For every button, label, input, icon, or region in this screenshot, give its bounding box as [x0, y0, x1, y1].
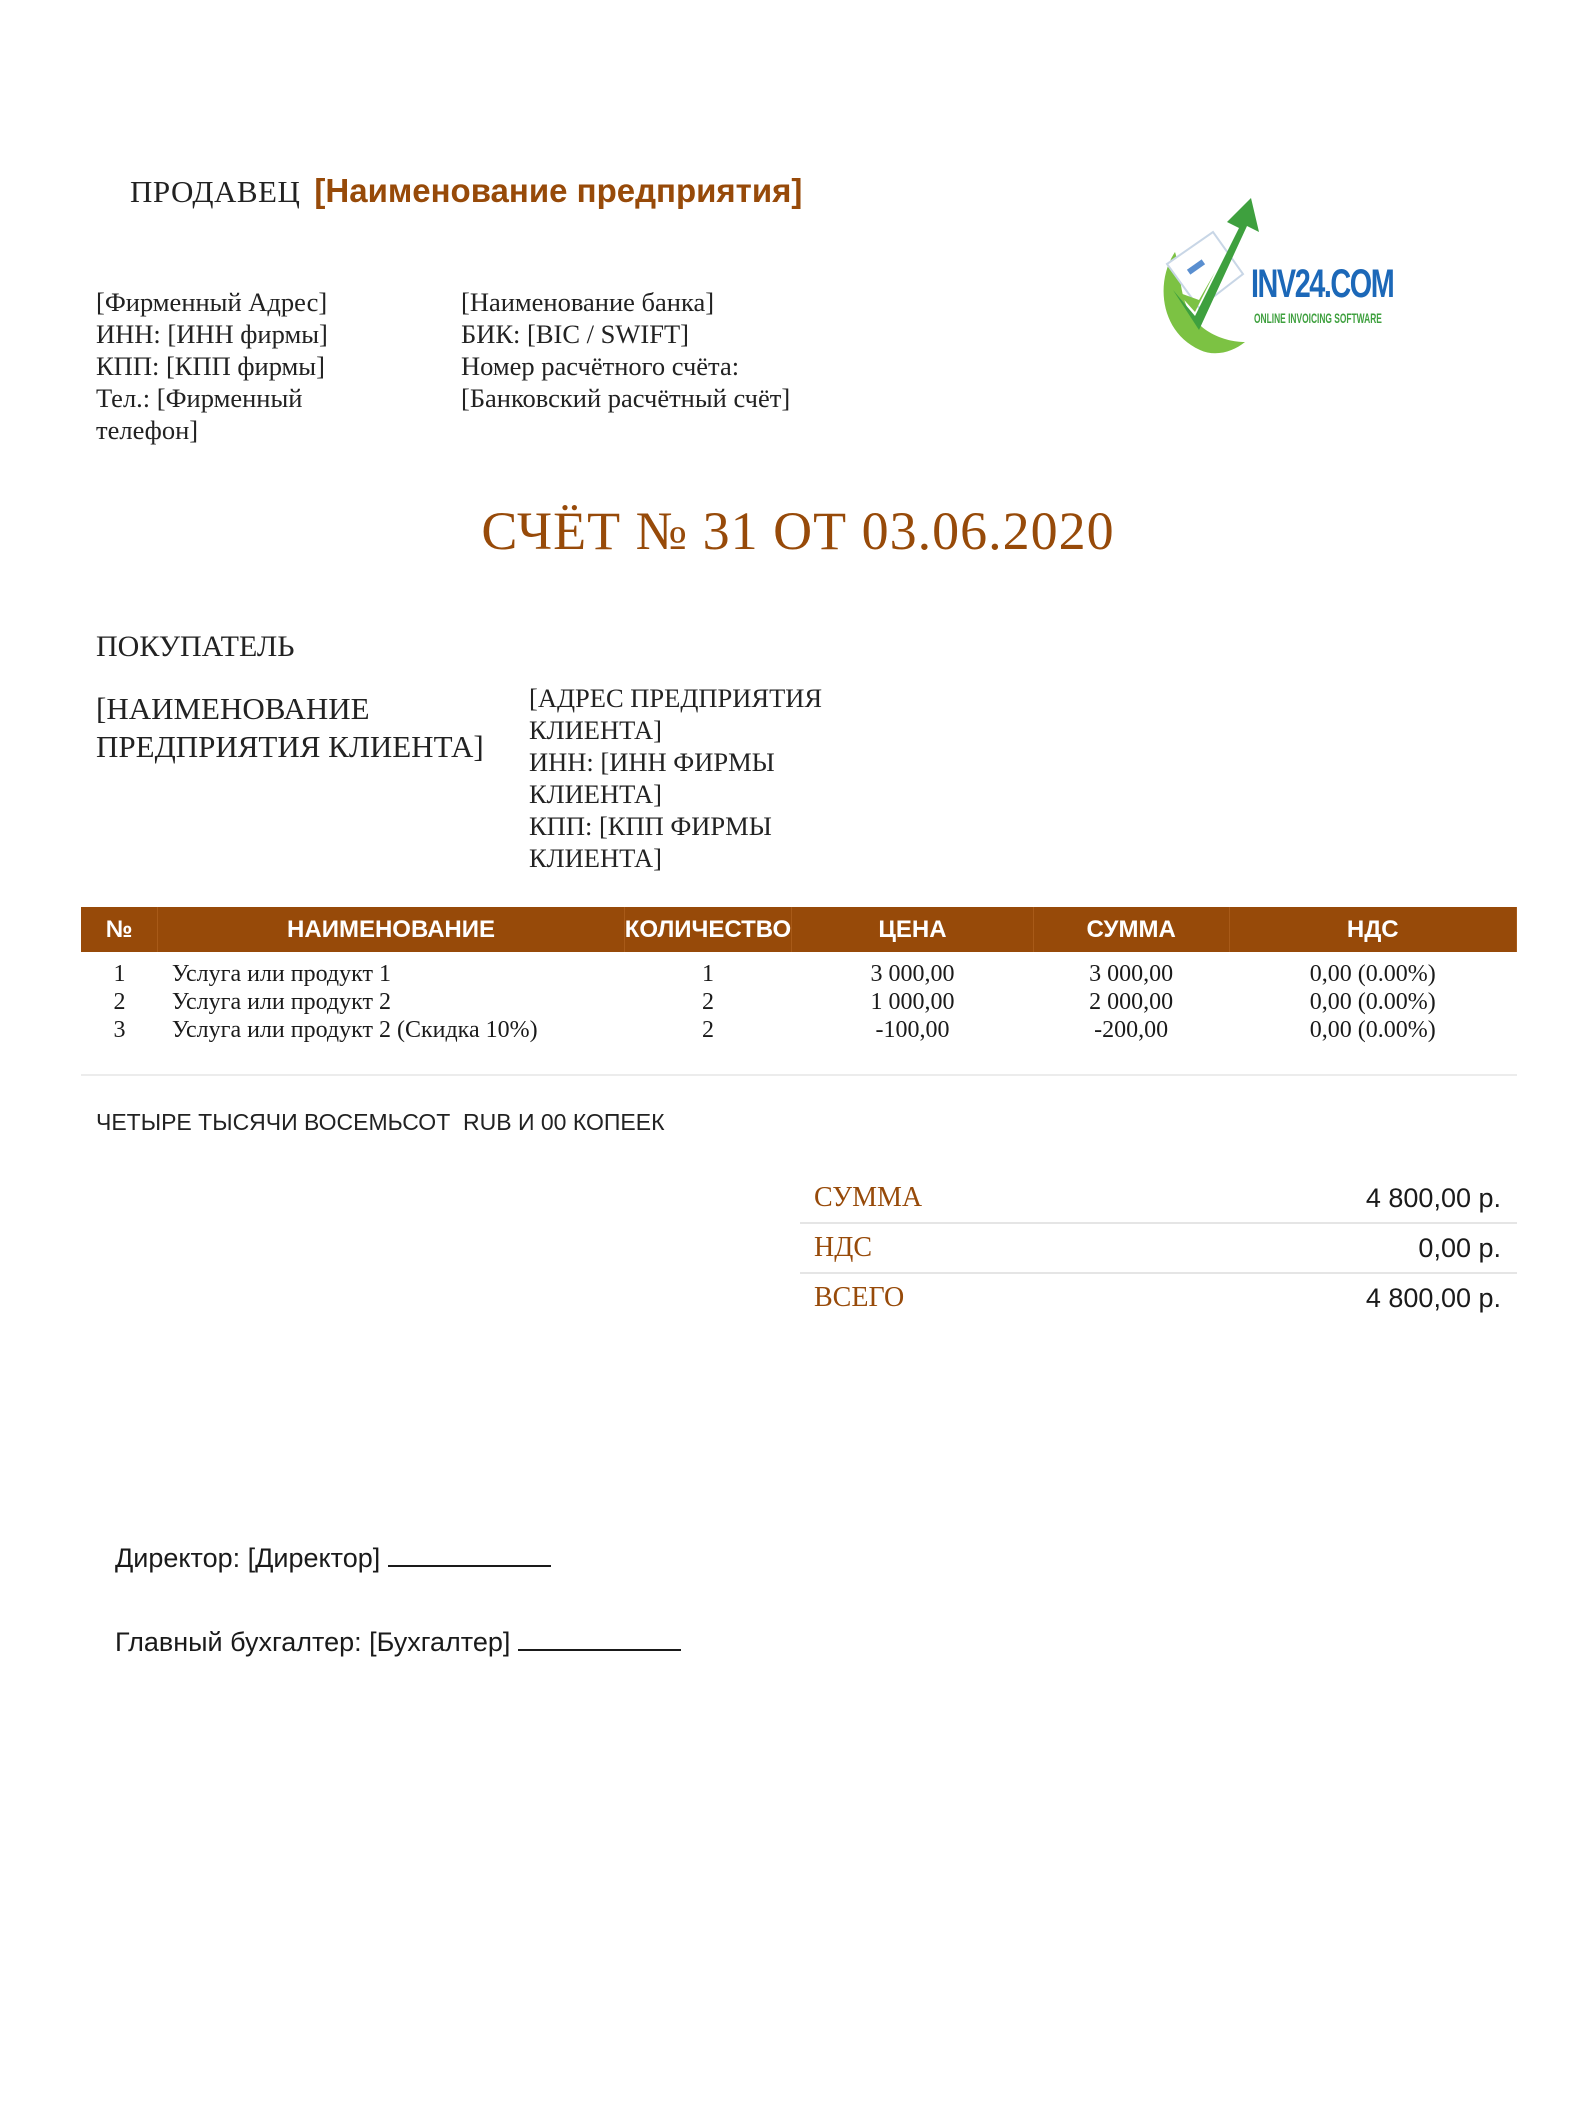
seller-header — [130, 172, 802, 210]
column-header-sum: СУММА — [1033, 907, 1229, 952]
row-vat: 0,00 (0.00%) — [1309, 961, 1436, 987]
row-name: Услуга или продукт 2 — [171, 989, 391, 1015]
totals-row-vat — [800, 1224, 1517, 1274]
logo-check-icon — [1155, 192, 1265, 362]
row-quantity: 2 — [701, 1017, 714, 1043]
table-row — [81, 952, 1517, 988]
column-header-quantity: КОЛИЧЕСТВО — [624, 907, 791, 952]
items-table — [81, 907, 1517, 1076]
table-row — [81, 988, 1517, 1016]
sum-label: СУММА — [814, 1182, 923, 1213]
row-price: 3 000,00 — [870, 961, 955, 987]
seller-name: [Наименование предприятия] — [314, 172, 803, 209]
seller-label: ПРОДАВЕЦ — [130, 174, 301, 209]
totals-block — [800, 1174, 1517, 1322]
row-sum: -200,00 — [1094, 1017, 1169, 1043]
row-quantity: 2 — [701, 989, 714, 1015]
director-label: Директор: [Директор] — [115, 1543, 381, 1573]
accountant-signature — [115, 1627, 681, 1658]
row-vat: 0,00 (0.00%) — [1309, 1017, 1436, 1043]
column-header-number: № — [81, 907, 158, 952]
column-header-vat: НДС — [1229, 907, 1516, 952]
director-signature — [115, 1543, 551, 1574]
row-name: Услуга или продукт 2 (Скидка 10%) — [171, 1017, 538, 1043]
total-value: 4 800,00 р. — [1365, 1282, 1501, 1313]
seller-company-details: [Фирменный Адрес] ИНН: [ИНН фирмы] КПП: [КПП фирмы] Тел.: [Фирменный телефон] — [96, 287, 328, 445]
column-header-name: НАИМЕНОВАНИЕ — [158, 907, 624, 952]
row-vat: 0,00 (0.00%) — [1309, 989, 1436, 1015]
row-price: 1 000,00 — [870, 989, 955, 1015]
row-name: Услуга или продукт 1 — [171, 961, 391, 987]
row-number: 2 — [113, 989, 126, 1015]
totals-row-total — [800, 1274, 1517, 1322]
buyer-label: ПОКУПАТЕЛЬ — [96, 630, 295, 663]
sum-value: 4 800,00 р. — [1365, 1182, 1501, 1213]
row-quantity: 1 — [701, 961, 714, 987]
logo-wordmark: INV24.COM — [1251, 262, 1394, 306]
column-header-price: ЦЕНА — [792, 907, 1034, 952]
company-logo — [1155, 192, 1394, 362]
row-sum: 2 000,00 — [1089, 989, 1174, 1015]
total-label: ВСЕГО — [814, 1282, 905, 1313]
totals-row-sum — [800, 1174, 1517, 1224]
accountant-signature-line — [518, 1629, 681, 1651]
amount-in-words: ЧЕТЫРЕ ТЫСЯЧИ ВОСЕМЬСОТ RUB И 00 КОПЕЕК — [96, 1109, 665, 1135]
accountant-label: Главный бухгалтер: [Бухгалтер] — [115, 1627, 511, 1657]
logo-subtitle: ONLINE INVOICING SOFTWARE — [1254, 310, 1382, 326]
director-signature-line — [388, 1545, 551, 1567]
row-number: 1 — [113, 961, 126, 987]
seller-bank-details: [Наименование банка] БИК: [BIC / SWIFT] Номер расчётного счёта: [Банковский расчётный счёт] — [461, 287, 791, 413]
invoice-title: СЧЁТ № 31 ОТ 03.06.2020 — [481, 501, 1115, 561]
table-header-row — [81, 907, 1517, 952]
vat-label: НДС — [814, 1232, 872, 1263]
buyer-name: [НАИМЕНОВАНИЕ ПРЕДПРИЯТИЯ КЛИЕНТА] — [96, 691, 484, 764]
row-price: -100,00 — [875, 1017, 950, 1043]
table-bottom-rule — [81, 1044, 1517, 1075]
vat-value: 0,00 р. — [1418, 1232, 1501, 1263]
table-row — [81, 1016, 1517, 1044]
row-sum: 3 000,00 — [1089, 961, 1174, 987]
row-number: 3 — [113, 1017, 126, 1043]
buyer-details: [АДРЕС ПРЕДПРИЯТИЯ КЛИЕНТА] ИНН: [ИНН ФИРМЫ КЛИЕНТА] КПП: [КПП ФИРМЫ КЛИЕНТА] — [529, 683, 823, 873]
